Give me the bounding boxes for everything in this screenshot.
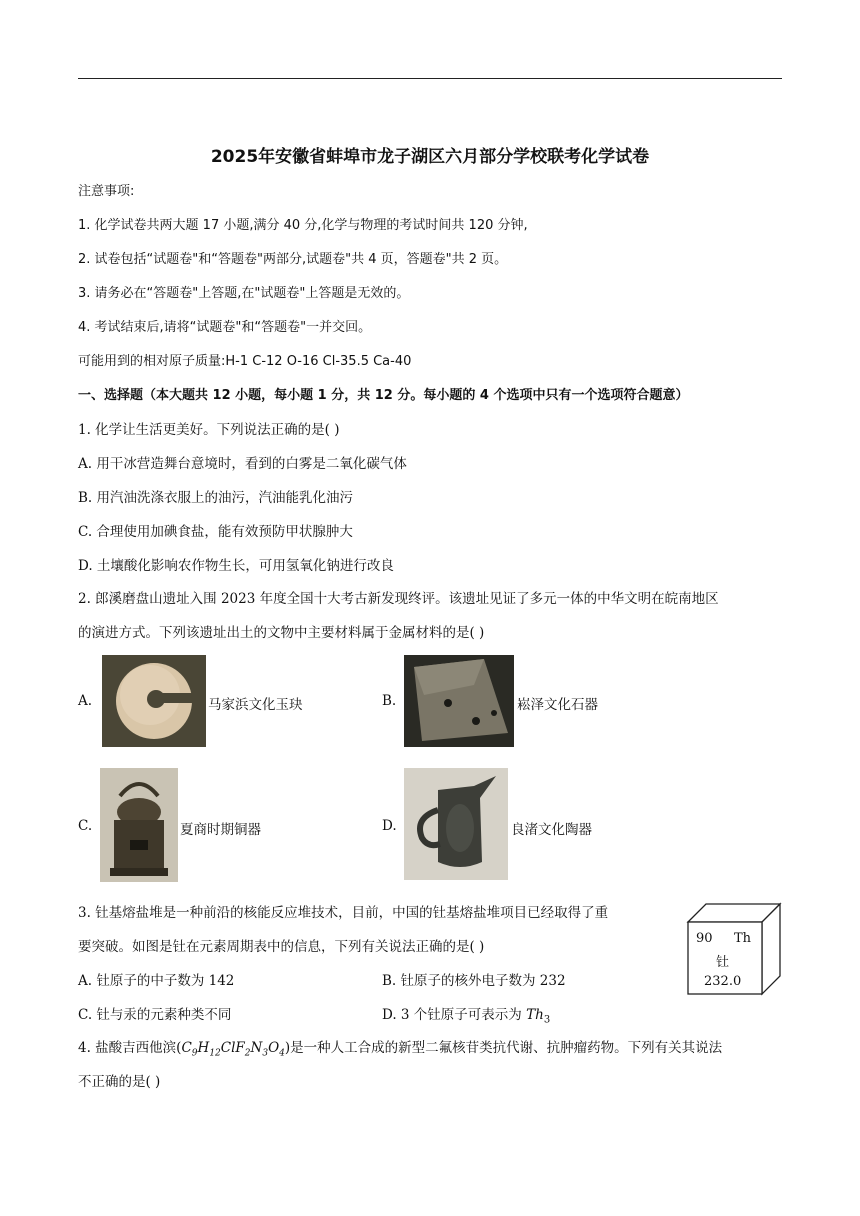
question-3-stem-line-2: 要突破。如图是钍在元素周期表中的信息，下列有关说法正确的是( ) (78, 939, 485, 955)
question-3-stem-line-1: 3. 钍基熔盐堆是一种前沿的核能反应堆技术，目前，中国的钍基熔盐堆项目已经取得了重 (78, 905, 609, 921)
question-2-option-b-letter: B. (382, 693, 397, 709)
question-3-option-d (382, 1003, 550, 1026)
question-2-option-c-caption: 夏商时期铜器 (180, 822, 261, 838)
question-2-option-b-caption: 崧泽文化石器 (517, 697, 598, 713)
question-3-option-a: A. 钍原子的中子数为 142 (78, 973, 235, 989)
question-1-option-d: D. 土壤酸化影响农作物生长，可用氢氧化钠进行改良 (78, 558, 394, 574)
notice-heading: 注意事项: (78, 184, 135, 199)
question-2-option-c-letter: C. (78, 818, 93, 834)
gemcitabine-formula: $C_9H_{12}ClF_2N_3O_4$ (181, 1040, 285, 1059)
notice-item-3: 3. 请务必在“答题卷"上答题,在"试题卷"上答题是无效的。 (78, 286, 410, 301)
question-2-option-a-letter: A. (78, 693, 93, 709)
question-2-stem-line-2: 的演进方式。下列该遗址出土的文物中主要材料属于金属材料的是( ) (78, 625, 485, 641)
question-3-option-b: B. 钍原子的核外电子数为 232 (382, 973, 566, 989)
stone-tool-photo (404, 655, 514, 747)
question-3-option-c: C. 钍与汞的元素种类不同 (78, 1007, 232, 1023)
question-4-stem-line-1 (78, 1036, 722, 1059)
header-rule (78, 78, 782, 79)
jade-ring-photo (102, 655, 206, 747)
thorium-subscript: 3 (543, 1014, 551, 1026)
question-2-option-d-caption: 良渚文化陶器 (511, 822, 592, 838)
atomic-mass-line: 可能用到的相对原子质量:H-1 C-12 O-16 Cl-35.5 Ca-40 (78, 354, 412, 369)
bronze-vessel-photo (100, 768, 178, 882)
element-atomic-mass: 232.0 (704, 974, 742, 989)
question-1-stem: 1. 化学让生活更美好。下列说法正确的是( ) (78, 422, 340, 438)
question-1-option-c: C. 合理使用加碘食盐，能有效预防甲状腺肿大 (78, 524, 353, 540)
question-2-option-a-caption: 马家浜文化玉玦 (208, 697, 303, 713)
notice-item-4: 4. 考试结束后,请将“试题卷"和“答题卷"一并交回。 (78, 320, 372, 335)
question-2-stem-line-1: 2. 郎溪磨盘山遗址入围 2023 年度全国十大考古新发现终评。该遗址见证了多元一体的中华文明在皖南地区 (78, 591, 719, 607)
pottery-jug-photo (404, 768, 508, 880)
section-heading: 一、选择题（本大题共 12 小题，每小题 1 分，共 12 分。每小题的 4 个选项中只有一个选项符合题意） (78, 388, 689, 403)
element-symbol: Th (734, 931, 752, 946)
page-title: 2025年安徽省蚌埠市龙子湖区六月部分学校联考化学试卷 (210, 147, 650, 167)
question-1-option-a: A. 用干冰营造舞台意境时，看到的白雾是二氧化碳气体 (78, 456, 407, 472)
question-4-stem-line-2: 不正确的是( ) (78, 1074, 161, 1090)
notice-item-1: 1. 化学试卷共两大题 17 小题,满分 40 分,化学与物理的考试时间共 120 分钟, (78, 218, 528, 233)
notice-item-2: 2. 试卷包括“试题卷"和“答题卷"两部分,试题卷"共 4 页，答题卷"共 2 页。 (78, 252, 508, 267)
thorium-formula: Th (526, 1007, 544, 1023)
question-4-stem-suffix: )是一种人工合成的新型二氟核苷类抗代谢、抗肿瘤药物。下列有关其说法 (284, 1040, 723, 1056)
element-name: 钍 (716, 955, 730, 970)
question-1-option-b: B. 用汽油洗涤衣服上的油污，汽油能乳化油污 (78, 490, 354, 506)
question-4-stem-prefix: 4. 盐酸吉西他滨( (78, 1040, 182, 1056)
question-3-option-d-text: D. 3 个钍原子可表示为 (382, 1007, 527, 1023)
question-2-option-d-letter: D. (382, 818, 397, 834)
element-atomic-number: 90 (696, 931, 713, 946)
